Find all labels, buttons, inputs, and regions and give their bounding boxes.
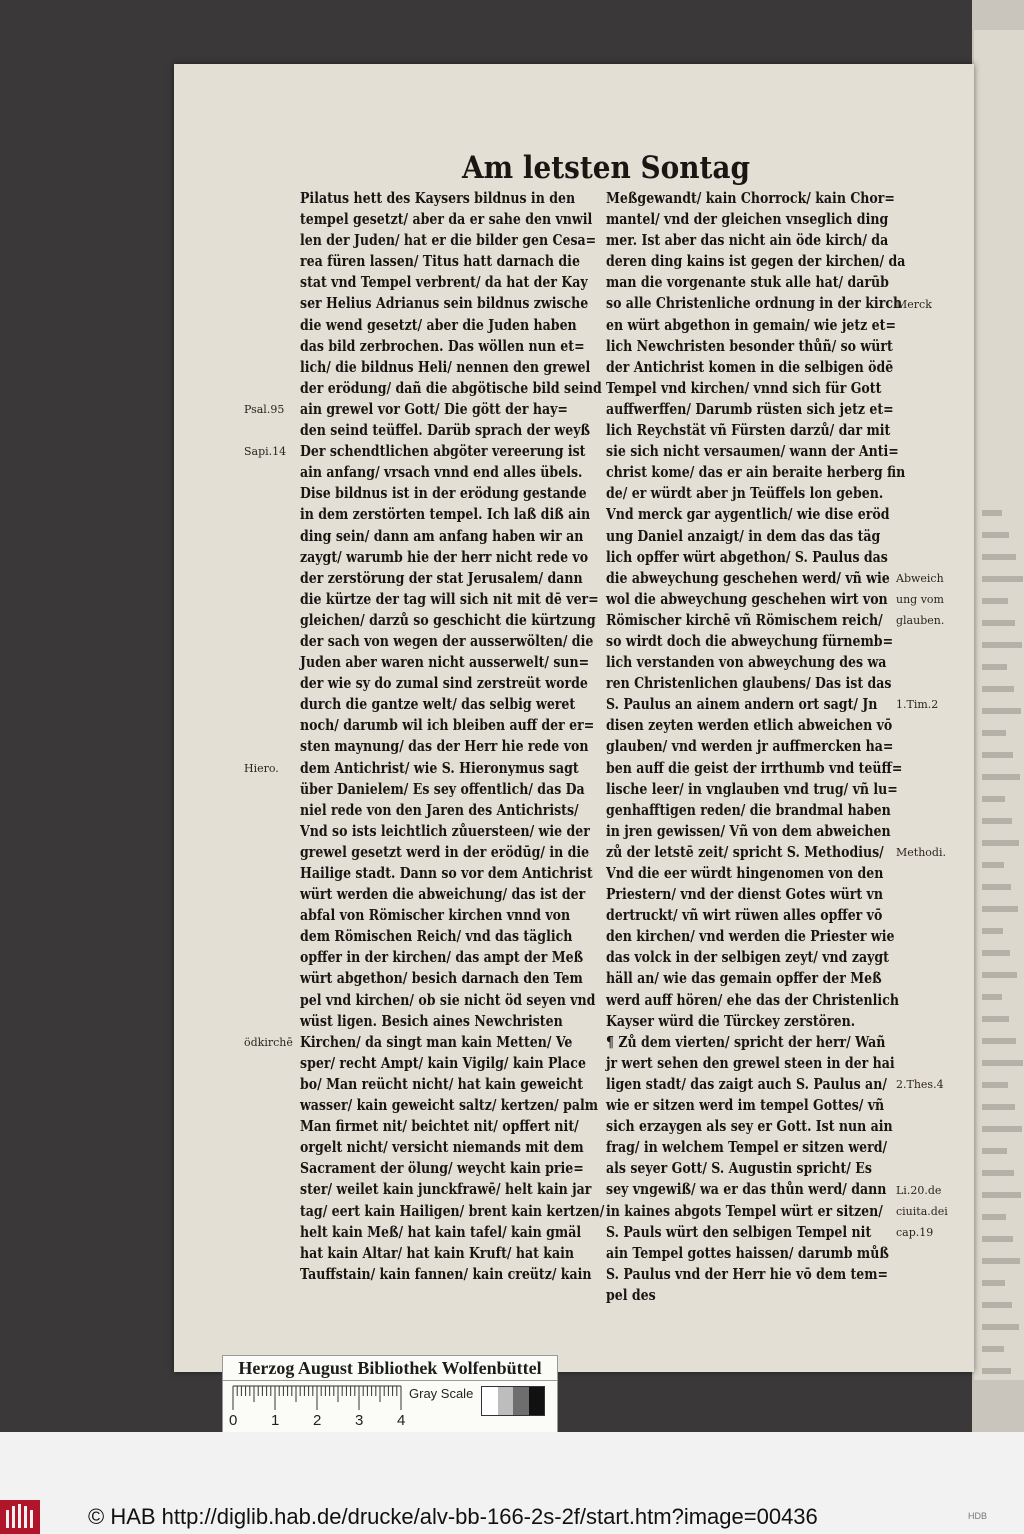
faint-text-line [982,1368,1011,1374]
text-line: zů der letstē zeit/ spricht S. Methodius/ [606,843,884,861]
faint-text-line [982,1170,1014,1176]
gray-scale-swatches [481,1386,545,1416]
text-line: ain grewel vor Gott/ Die gött der hay= [300,400,568,418]
margin-note: 1.Tim.2 [896,698,939,712]
gray-scale-label: Gray Scale [409,1386,474,1401]
text-line: die kürtze der tag will sich nit mit dē ver= [300,590,599,608]
text-line: sey vngewiß/ wa er das thůn werd/ dann [606,1181,887,1199]
text-line: Priestern/ vnd der dienst Gotes würt vn [606,886,883,904]
text-line: glauben/ vnd werden jr auffmercken ha= [606,738,894,756]
text-line: dem Antichrist/ wie S. Hieronymus sagt [300,759,579,777]
margin-note: Hiero. [244,761,279,775]
text-line: Tempel vnd kirchen/ vnnd sich für Gott [606,379,882,397]
text-line: Vnd so ists leichtlich zůuersteen/ wie der [300,822,590,840]
faint-text-line [982,796,1005,802]
page-mark: HDB [968,1511,988,1521]
copyright-link[interactable]: © HAB http://diglib.hab.de/drucke/alv-bb-166-2s-2f/start.htm?image=00436 [88,1504,818,1529]
text-line: tempel gesetzt/ aber da er sahe den vnwil [300,211,593,229]
text-line: die abweychung geschehen werd/ vñ wie [606,569,890,587]
text-line: pel vnd kirchen/ ob sie nicht öd seyen vnd [300,991,596,1009]
margin-note: glauben. [896,614,945,627]
faint-text-line [982,1236,1013,1242]
text-line: lich verstanden von abweychung des wa [606,654,887,672]
ruler-number: 4 [397,1412,406,1429]
page-heading: Am letsten Sontag [462,150,750,186]
margin-note: Sapi.14 [244,445,287,459]
text-line: Kirchen/ da singt man kain Metten/ Ve [300,1033,573,1051]
text-line: Der schendtlichen abgöter vereerung ist [300,443,586,461]
faint-text-line [982,554,1016,560]
text-line: wie er sitzen werd im tempel Gottes/ vñ [606,1097,885,1115]
faint-text-line [982,1346,1004,1352]
faint-text-line [982,1302,1012,1308]
margin-note: ödkirchē [244,1036,293,1049]
faint-text-line [982,642,1022,648]
text-line: auffwerffen/ Darumb rüsten sich jetz et= [606,400,894,418]
text-line: als seyer Gott/ S. Augustin spricht/ Es [606,1160,872,1178]
text-line: sich erzaygen als sey er Gott. Ist nun ain [606,1118,893,1136]
faint-text-line [982,686,1014,692]
text-line: so wirdt doch die abweychung fürnemb= [606,632,894,650]
text-line: sten maynung/ das der Herr hie rede von [300,738,589,756]
text-line: lich Reychstät vñ Fürsten darzů/ dar mit [606,422,891,440]
text-line: Meßgewandt/ kain Chorrock/ kain Chor= [606,190,895,207]
text-line: ung Daniel anzaigt/ in dem das das täg [606,527,881,545]
text-line: zaygt/ warumb hie der herr nicht rede vo [300,548,589,566]
text-line: Vnd die eer würdt hingenomen von den [606,865,884,882]
faint-text-line [982,510,1002,516]
text-line: tag/ eert kain Hailigen/ brent kain kertzen/ [300,1202,605,1220]
faint-text-line [982,1126,1022,1132]
text-line: lich Newchristen besonder thůñ/ so würt [606,337,893,355]
text-line: man die vorgenante stuk alle hat/ darūb [606,274,889,292]
text-line: S. Paulus an ainem andern ort sagt/ Jn [606,696,878,714]
text-line: noch/ darumb wil ich bleiben auff der er= [300,717,595,735]
text-line: stat vnd Tempel verbrent/ da hat der Kay [300,274,588,292]
text-line: den kirchen/ vnd werden die Priester wie [606,928,895,946]
text-line: das bild zerbrochen. Das wöllen nun et= [300,337,585,355]
text-line: lische leer/ in vnglauben vnd trug/ vñ lu= [606,780,898,798]
text-line: ain Tempel gottes haissen/ darumb můß [606,1244,889,1262]
text-line: ben auff die geist der irrthumb vnd teüff= [606,759,903,777]
text-line: lich/ die bildnus Heli/ nennen den grewel [300,358,591,376]
text-line: Kayser würd die Türckey zerstören. [606,1012,856,1030]
ruler-number: 2 [313,1412,322,1429]
text-line: sie sich nicht versaumen/ wann der Anti= [606,443,899,461]
text-line: ¶ Zů dem vierten/ spricht der herr/ Wañ [606,1033,886,1051]
text-line: Man firmet nit/ beichtet nit/ opffert nit/ [300,1118,579,1136]
faint-text-line [982,730,1006,736]
text-line: dem Römischen Reich/ vnd das täglich [300,928,573,946]
margin-note: Li.20.de [896,1183,942,1197]
text-line: der erödung/ dañ die abgötische bild seind [300,379,602,397]
text-line: ser Helius Adrianus sein bildnus zwische [300,295,589,313]
faint-text-line [982,994,1002,1000]
text-line: bo/ Man reücht nicht/ hat kain geweicht [300,1075,584,1093]
library-name: Herzog August Bibliothek Wolfenbüttel [223,1356,557,1381]
faint-text-line [982,950,1010,956]
text-line: wüst ligen. Besich aines Newchristen [300,1012,563,1030]
faint-text-line [982,752,1013,758]
text-line: len der Juden/ hat er die bilder gen Cesa= [300,232,597,250]
text-line: frag/ in welchem Tempel er sitzen werd/ [606,1139,888,1157]
faint-text-line [982,1324,1019,1330]
text-line: ren Christenlichen glaubens/ Das ist das [606,675,892,693]
faint-text-line [982,818,1012,824]
text-line: der wie sy do zumal sind zerstreüt worde [300,675,588,693]
text-line: gleichen/ darzů so geschicht die kürtzung [300,611,596,629]
text-line: den seind teüffel. Darüb sprach der weyß [300,422,591,440]
text-line: Juden aber waren nicht ausserwelt/ sun= [300,654,590,672]
faint-text-line [982,972,1017,978]
hab-logo-icon [0,1500,40,1534]
text-line: opffer in der kirchen/ das ampt der Meß [300,949,584,967]
text-line: disen zeyten werden etlich abweichen vō [606,717,893,735]
text-line: genhafftigen reden/ die brandmal haben [606,801,891,819]
margin-note: cap.19 [896,1225,934,1239]
faint-text-line [982,1192,1021,1198]
faint-text-line [982,1214,1006,1220]
faint-text-line [982,1258,1020,1264]
margin-note: Abweich [896,571,944,585]
text-line: würt werden die abweichung/ das ist der [300,886,586,904]
text-line: Römischer kirchē vñ Römischem reich/ [606,611,883,629]
text-line: christ kome/ das er ain beraite herberg fin [606,464,906,482]
faint-text-line [982,884,1011,890]
text-line: Pilatus hett des Kaysers bildnus in den [300,190,576,207]
text-line: Sacrament der ölung/ weycht kain prie= [300,1160,584,1178]
text-line: würt abgethon/ besich darnach den Tem [300,970,583,988]
text-line: rea füren lassen/ Titus hatt darnach die [300,253,580,271]
faint-text-line [982,620,1015,626]
text-line: der sach von wegen der ausserwölten/ die [300,632,594,650]
text-line: sper/ recht Ampt/ kain Vigilg/ kain Place [300,1054,586,1072]
text-column-left [300,188,605,1285]
text-line: Tauffstain/ kain fannen/ kain creütz/ kain [300,1265,592,1283]
text-line: lich opffer würt abgethon/ S. Paulus das [606,548,888,566]
text-line: Vnd merck gar aygentlich/ wie dise eröd [606,506,890,524]
text-line: in kaines abgots Tempel würt er sitzen/ [606,1202,883,1220]
faint-text-line [982,576,1023,582]
text-line: de/ er würdt aber jn Teüffels lon geben. [606,485,884,503]
faint-text-line [982,1060,1023,1066]
text-line: mantel/ vnd der gleichen vnseglich ding [606,211,889,229]
text-line: pel des [606,1286,656,1304]
text-line: en würt abgethon in gemain/ wie jetz et= [606,316,896,334]
faint-text-line [982,664,1007,670]
faint-text-line [982,532,1009,538]
text-line: ster/ weilet kain junckfrawē/ helt kain jar [300,1181,592,1199]
text-line: der Antichrist komen in die selbigen ödē [606,358,894,376]
text-line: so alle Christenliche ordnung in der kirch [606,295,903,313]
text-column-right [606,188,906,1306]
text-line: ligen stadt/ das zaigt auch S. Paulus an/ [606,1075,887,1093]
text-line: helt kain Meß/ hat kain tafel/ kain gmäl [300,1223,582,1241]
ruler-number: 1 [271,1412,280,1429]
text-line: ding sein/ dann am anfang haben wir an [300,527,584,545]
text-line: S. Pauls würt den selbigen Tempel nit [606,1223,872,1241]
faint-text-line [982,708,1021,714]
faint-text-line [982,1104,1015,1110]
adjacent-page-edge [974,30,1024,1380]
margin-note: Methodi. [896,846,946,860]
text-line: deren ding kains ist gegen der kirchen/ da [606,253,906,271]
text-line: niel rede von den Jaren des Antichrists/ [300,801,579,819]
text-line: orgelt nicht/ versicht niemands mit dem [300,1139,584,1157]
text-line: dertruckt/ vñ wirt rüwen alles opffer vō [606,907,883,925]
text-line: die wend gesetzt/ aber die Juden haben [300,316,577,334]
margin-note: Psal.95 [244,403,285,416]
text-line: mer. Ist aber das nicht ain öde kirch/ da [606,232,889,250]
text-line: häll an/ wie das gemain opffer der Meß [606,970,882,988]
text-line: in jren gewissen/ Vñ von dem abweichen [606,822,891,840]
ruler-number: 0 [229,1412,238,1429]
text-line: durch die gantze welt/ das selbig weret [300,696,576,714]
text-line: abfal von Römischer kirchen vnnd von [300,907,571,925]
faint-text-line [982,1148,1007,1154]
faint-text-line [982,1082,1008,1088]
margin-note: ung vom [896,592,944,606]
text-line: werd auff hören/ ehe das der Christenlich [606,991,899,1009]
margin-note: ciuita.dei [896,1204,948,1218]
faint-text-line [982,598,1008,604]
text-line: in dem zerstörten tempel. Ich laß diß ain [300,506,591,524]
faint-text-line [982,1280,1005,1286]
faint-text-line [982,928,1003,934]
text-line: das volck in der selbigen zeyt/ vnd zaygt [606,949,889,967]
text-line: hat kain Altar/ hat kain Kruft/ hat kain [300,1244,574,1262]
margin-note: Merck [896,297,932,311]
text-line: über Danielem/ Es sey offentlich/ das Da [300,780,585,798]
text-line: wasser/ kain geweicht saltz/ kertzen/ palm [300,1097,599,1115]
faint-text-line [982,774,1020,780]
ruler-number: 3 [355,1412,364,1429]
faint-text-line [982,862,1004,868]
text-line: jr wert sehen den grewel steen in der hai [606,1054,895,1072]
text-line: der zerstörung der stat Jerusalem/ dann [300,569,583,587]
text-line: grewel gesetzt werd in der erödūg/ in die [300,843,590,861]
text-line: ain anfang/ vrsach vnnd end alles übels. [300,464,583,482]
margin-note: 2.Thes.4 [896,1078,944,1092]
text-line: Dise bildnus ist in der erödung gestande [300,485,587,503]
faint-text-line [982,1016,1009,1022]
text-line: Hailige stadt. Dann so vor dem Antichrist [300,865,593,882]
text-line: S. Paulus vnd der Herr hie vō dem tem= [606,1265,889,1283]
faint-text-line [982,906,1018,912]
faint-text-line [982,840,1019,846]
faint-text-line [982,1038,1016,1044]
text-line: wol die abweychung geschehen wirt von [606,590,888,608]
